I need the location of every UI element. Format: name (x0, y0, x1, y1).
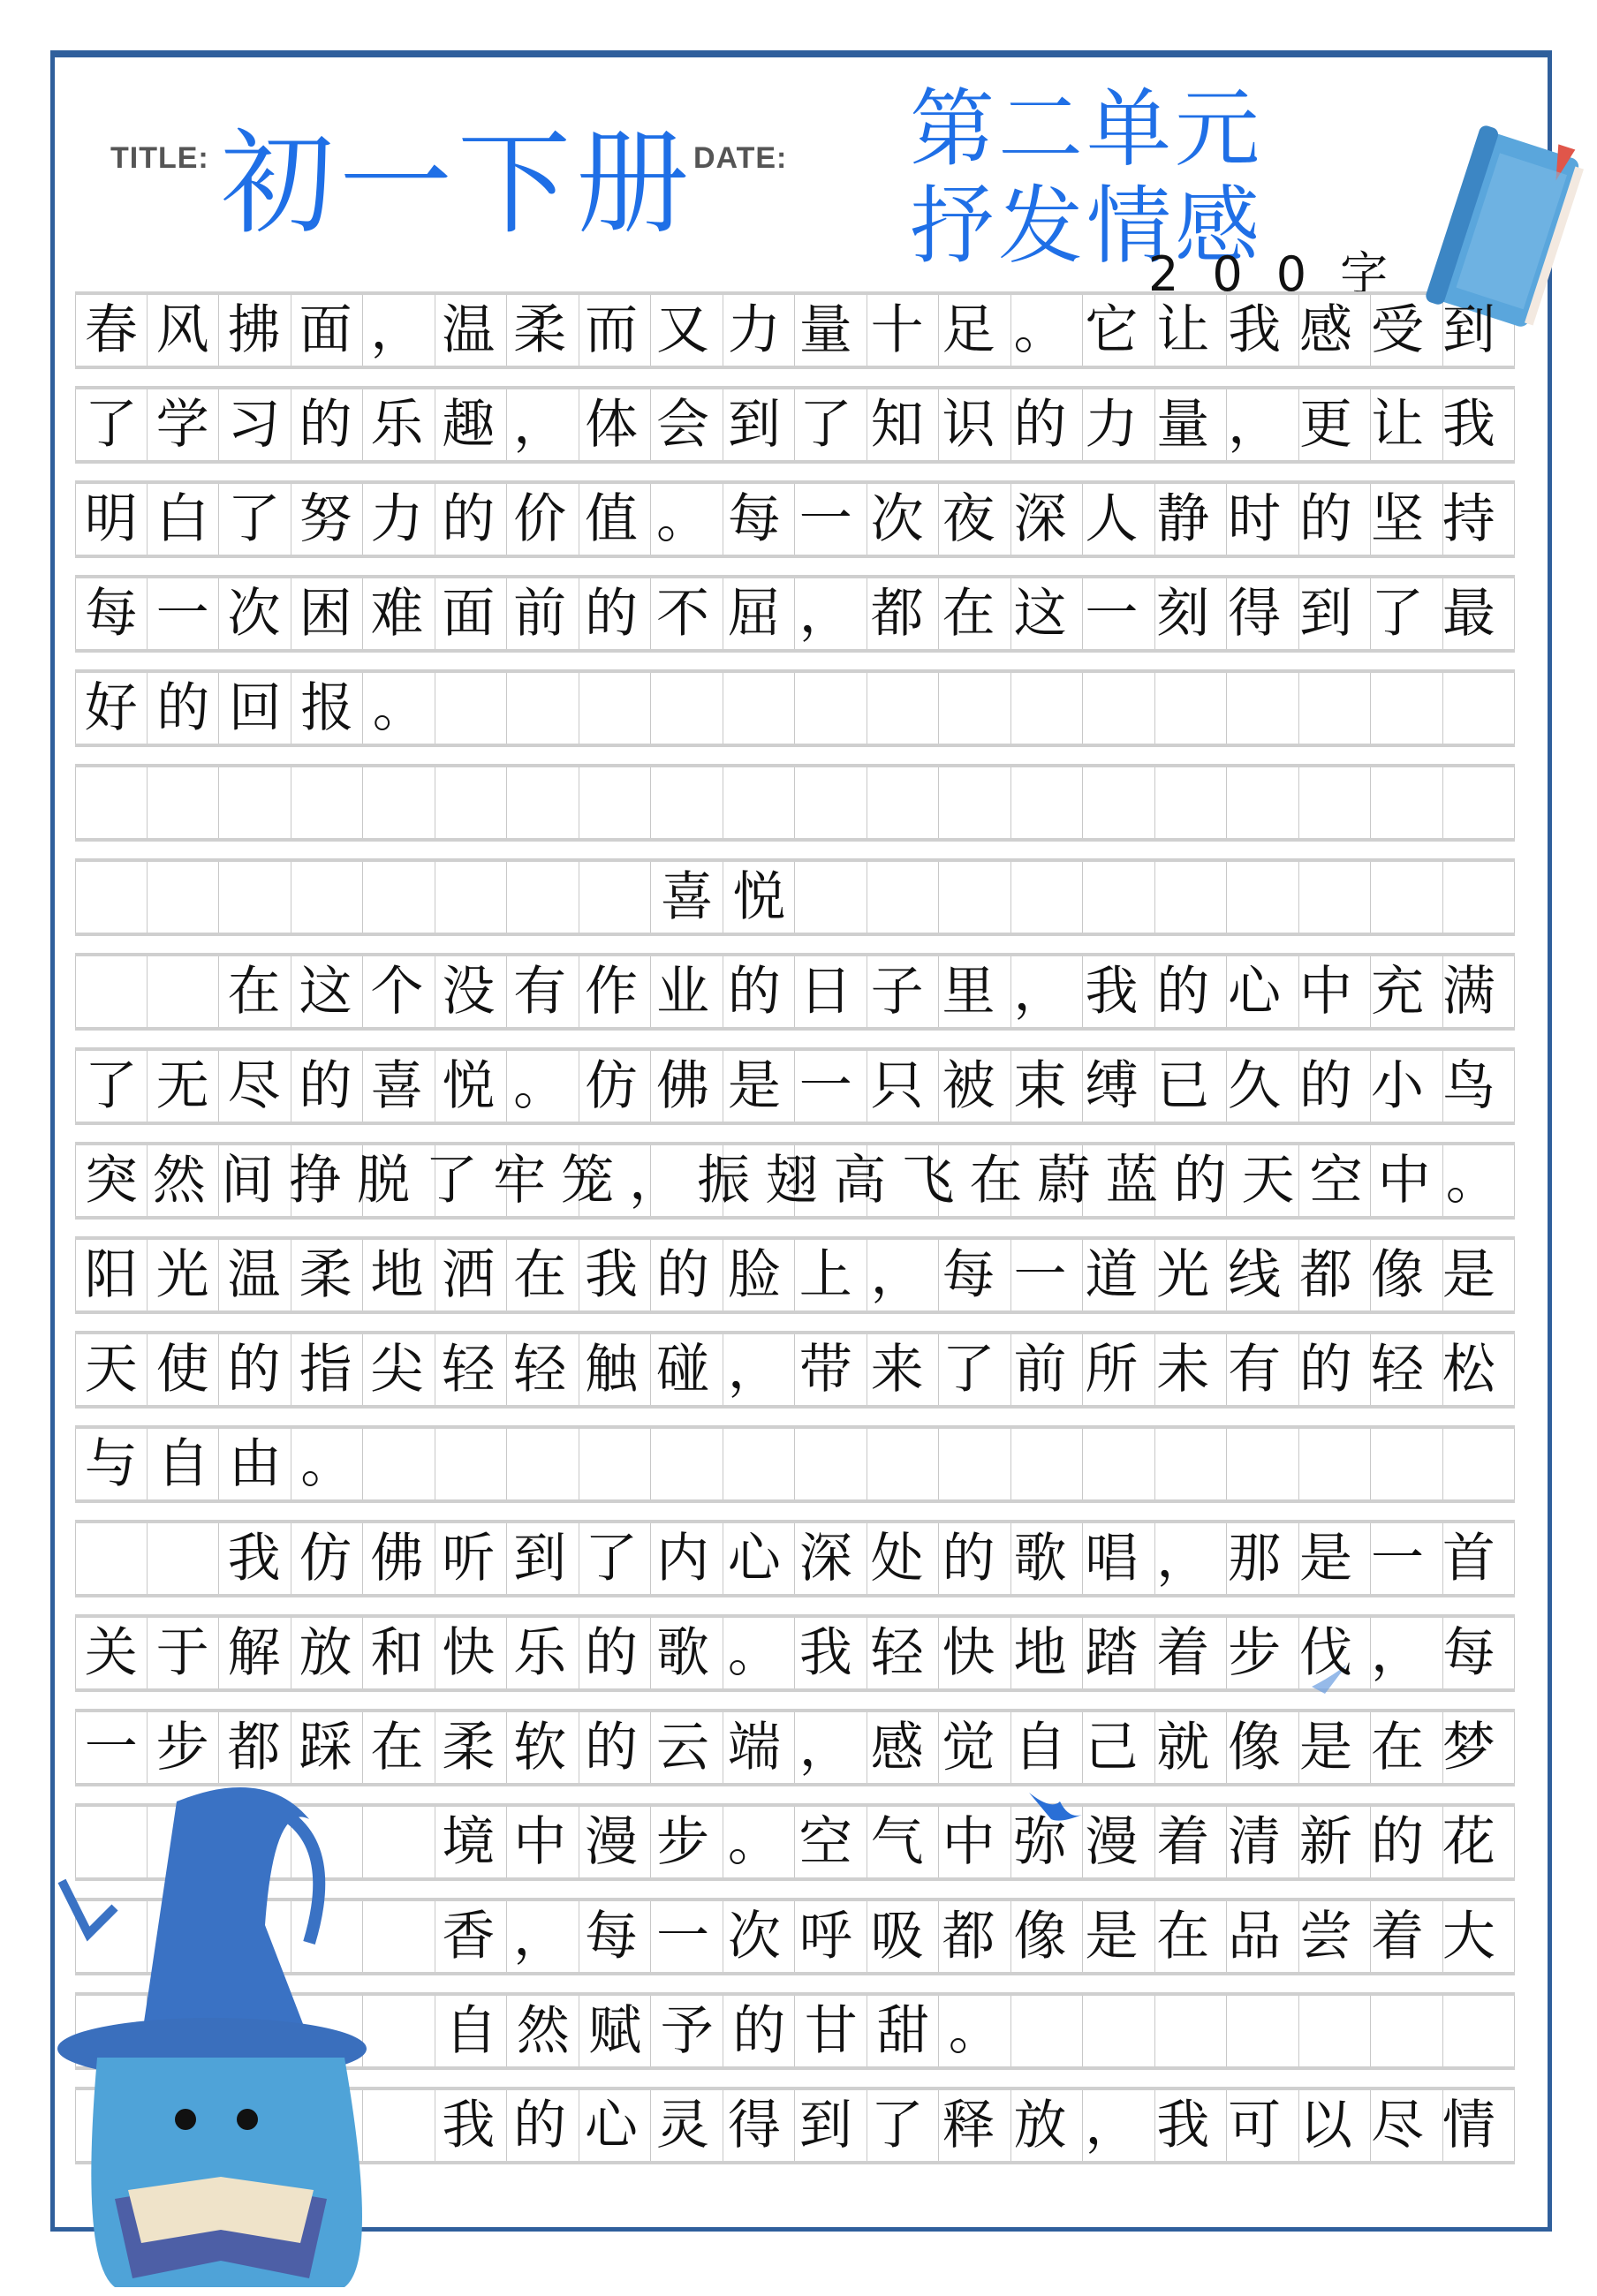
grid-cell (291, 767, 364, 838)
grid-row-text: 明白了努力的价值。每一次夜深人静时的坚持 (84, 488, 1514, 550)
grid-row-text: 与自由。 (84, 1433, 373, 1495)
grid-cell (75, 767, 148, 838)
grid-cell (435, 767, 508, 838)
grid-cell (1227, 767, 1299, 838)
grid-cell (1443, 767, 1516, 838)
grid-cell (795, 1429, 867, 1499)
grid-cell (1083, 1996, 1155, 2066)
grid-cell (1299, 673, 1372, 744)
grid-row-text: 在这个没有作业的日子里，我的心中充满 (84, 961, 1514, 1023)
grid-cell (1011, 1429, 1084, 1499)
grid-cell (148, 767, 220, 838)
grid-cell (867, 673, 940, 744)
grid-cell (1011, 862, 1084, 933)
grid-cell (1155, 1429, 1228, 1499)
word-count: 200字 (1148, 246, 1422, 302)
title-value: 初一下册 (221, 118, 695, 250)
grid-cell (939, 1429, 1011, 1499)
grid-cell (867, 767, 940, 838)
grid-cell (1371, 767, 1443, 838)
grid-row-text: 阳光温柔地洒在我的脸上，每一道光线都像是 (84, 1244, 1514, 1306)
grid-row-text: 关于解放和快乐的歌。我轻快地踏着步伐，每 (84, 1622, 1514, 1684)
date-label: DATE: (693, 141, 788, 175)
grid-cell (1371, 1429, 1443, 1499)
grid-cell (795, 673, 867, 744)
grid-cell (867, 1429, 940, 1499)
grid-cell (1299, 767, 1372, 838)
grid-cell (1155, 673, 1228, 744)
grid-cell (1155, 767, 1228, 838)
grid-cell (795, 862, 867, 933)
grid-row-text: 我仿佛听到了内心深处的歌唱，那是一首 (84, 1528, 1514, 1590)
grid-row-text: 自然赋予的甘甜。 (84, 2000, 1021, 2062)
grid-cell (1083, 1429, 1155, 1499)
grid-row-text: 好的回报。 (84, 677, 445, 739)
grid-cell (435, 1429, 508, 1499)
grid-cell (579, 767, 652, 838)
grid-cell (939, 862, 1011, 933)
grid-row-text: 突然间挣脱了牢笼，振翅高飞在蔚蓝的天空中。 (84, 1150, 1514, 1212)
grid-row (75, 764, 1515, 842)
grid-cell (1227, 1996, 1299, 2066)
grid-cell (651, 767, 723, 838)
grid-cell (1011, 673, 1084, 744)
grid-row-text: 春风拂面，温柔而又力量十足。它让我感受到 (84, 299, 1514, 361)
grid-row-text: 了无尽的喜悦。仿佛是一只被束缚已久的小鸟 (84, 1055, 1514, 1117)
grid-row-text: 一步都踩在柔软的云端，感觉自己就像是在梦 (84, 1717, 1514, 1779)
grid-cell (435, 673, 508, 744)
grid-cell (579, 1429, 652, 1499)
grid-cell (939, 673, 1011, 744)
grid-cell (1083, 862, 1155, 933)
grid-row-text: 了学习的乐趣，体会到了知识的力量，更让我 (84, 394, 1514, 456)
grid-cell (723, 1429, 796, 1499)
grid-cell (1227, 862, 1299, 933)
grid-cell (1443, 1996, 1516, 2066)
grid-cell (651, 1429, 723, 1499)
grid-cell (1371, 1996, 1443, 2066)
grid-cell (363, 1429, 435, 1499)
grid-row-text: 天使的指尖轻轻触碰，带来了前所未有的轻松 (84, 1339, 1514, 1401)
grid-cell (723, 767, 796, 838)
grid-cell (1371, 862, 1443, 933)
grid-cell (651, 673, 723, 744)
grid-cell (1011, 767, 1084, 838)
grid-cell (363, 767, 435, 838)
grid-cell (723, 673, 796, 744)
grid-row-text: 喜悦 (84, 866, 805, 928)
grid-cell (1299, 1429, 1372, 1499)
grid-cell (1299, 862, 1372, 933)
grid-cell (507, 767, 579, 838)
grid-cell (795, 767, 867, 838)
grid-cell (1299, 1996, 1372, 2066)
grid-cell (1443, 862, 1516, 933)
grid-row-text: 境中漫步。空气中弥漫着清新的花 (84, 1811, 1514, 1873)
unit-subtitle: 抒发情感 (910, 177, 1263, 276)
grid-cell (1155, 1996, 1228, 2066)
grid-cell (1155, 862, 1228, 933)
grid-cell (219, 767, 291, 838)
title-label: TITLE: (110, 141, 209, 175)
unit-title: 第二单元 (910, 79, 1263, 178)
grid-cell (507, 1429, 579, 1499)
grid-cell (1443, 1429, 1516, 1499)
grid-cell (939, 767, 1011, 838)
grid-row-text: 每一次困难面前的不屈，都在这一刻得到了最 (84, 583, 1514, 645)
grid-cell (1011, 1996, 1084, 2066)
grid-cell (507, 673, 579, 744)
grid-cell (1083, 767, 1155, 838)
grid-row-text: 我的心灵得到了释放，我可以尽情 (84, 2095, 1514, 2156)
grid-cell (867, 862, 940, 933)
grid-cell (1083, 673, 1155, 744)
grid-cell (1227, 1429, 1299, 1499)
grid-cell (1443, 673, 1516, 744)
grid-cell (1227, 673, 1299, 744)
grid-cell (1371, 673, 1443, 744)
grid-row-text (75, 767, 85, 838)
grid-cell (579, 673, 652, 744)
grid-row-text: 香，每一次呼吸都像是在品尝着大 (84, 1906, 1514, 1967)
